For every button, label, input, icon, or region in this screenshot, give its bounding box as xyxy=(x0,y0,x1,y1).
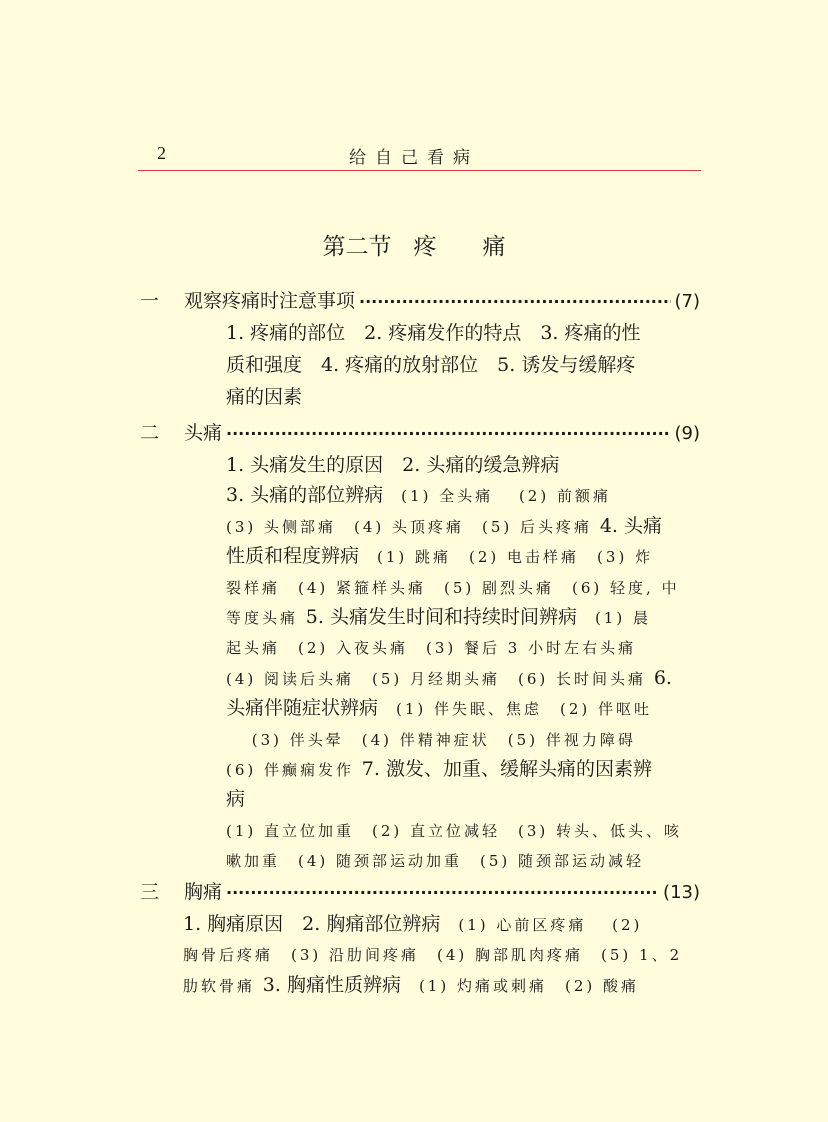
toc-entry-1[interactable] xyxy=(140,286,700,313)
toc-subitems-line xyxy=(226,602,651,633)
toc-number: 一 xyxy=(140,290,160,312)
toc-subitem-text: (4) 阅读后头痛 (5) 月经期头痛 (6) 长时间头痛 xyxy=(226,669,654,688)
toc-subitem-text: 头痛伴随症状辨病 xyxy=(226,697,379,720)
toc-subitem-text: 病 xyxy=(226,788,246,811)
toc-subitem-text: 嗽加重 (4) 随颈部运动加重 (5) 随颈部运动减轻 xyxy=(226,852,645,871)
toc-page: (9) xyxy=(674,423,700,444)
toc-subitems-line: 质和强度 4. 疼痛的放射部位 5. 诱发与缓解疼 xyxy=(226,354,636,376)
toc-subitems-line xyxy=(226,693,652,724)
toc-subitems-line xyxy=(183,970,639,1001)
toc-subitem-text: (1) 直立位加重 (2) 直立位减轻 (3) 转头、低头、咳 xyxy=(226,821,683,840)
header-rule xyxy=(138,170,701,171)
toc-subitem-text: (1) 晨 xyxy=(576,609,651,627)
toc-subitem-text: 3. 头痛的部位辨病 xyxy=(226,484,384,507)
toc-number: 三 xyxy=(140,881,160,903)
toc-subitem-text: 3. 胸痛性质辨病 xyxy=(262,973,401,996)
toc-subitem-text: 7. 激发、加重、缓解头痛的因素辨 xyxy=(361,758,652,780)
toc-subitem-text: 等度头痛 xyxy=(226,609,306,627)
toc-subitems-line xyxy=(183,909,642,940)
toc-subitems-line: 痛的因素 xyxy=(226,386,303,408)
toc-subitems-line xyxy=(226,541,653,572)
toc-title: 胸痛 xyxy=(184,881,223,903)
toc-subitems-line xyxy=(226,663,672,694)
toc-title: 头痛 xyxy=(184,422,223,444)
toc-subitem-text: 裂样痛 (4) 紧箍样头痛 (5) 剧烈头痛 (6) 轻度, 中 xyxy=(226,578,680,597)
toc-subitem-text: (1) 灼痛或刺痛 (2) 酸痛 xyxy=(400,976,639,995)
toc-number: 二 xyxy=(140,422,160,444)
section-title-part: 疼 xyxy=(413,234,437,260)
toc-subitem-text: 胸骨后疼痛 (3) 沿肋间疼痛 (4) 胸部肌肉疼痛 (5) 1、2 xyxy=(183,946,683,965)
toc-subitems-line xyxy=(226,450,559,480)
leader-dots xyxy=(226,424,670,443)
toc-subitem-text: 6. xyxy=(653,666,672,689)
toc-subitems-line xyxy=(226,572,680,603)
toc-subitem-text: 起头痛 (2) 入夜头痛 (3) 餐后 3 小时左右头痛 xyxy=(226,639,637,658)
toc-subitem-text: 肋软骨痛 xyxy=(183,976,263,995)
toc-subitem-text: 1. 胸痛原因 2. 胸痛部位辨病 xyxy=(183,913,441,935)
toc-page: (7) xyxy=(674,291,700,312)
toc-subitems-line xyxy=(226,815,682,846)
running-head: 给自己看病 xyxy=(349,148,479,168)
toc-subitem-text: (1) 伴失眠、焦虑 (2) 伴呕吐 xyxy=(378,700,653,719)
toc-subitem-text: (1) 跳痛 (2) 电击样痛 (3) 炸 xyxy=(359,548,654,567)
toc-entry-3[interactable] xyxy=(140,877,700,904)
toc-subitems-line xyxy=(226,724,636,755)
toc-subitem-text: 4. 头痛 xyxy=(599,514,662,537)
toc-page: (13) xyxy=(663,882,700,903)
toc-subitem-text: (6) 伴癫痫发作 xyxy=(226,761,362,779)
toc-subitems-line xyxy=(226,511,662,542)
toc-subitem-text: (1) 心前区疼痛 (2) xyxy=(440,916,643,934)
section-title xyxy=(0,228,828,261)
leader-dots xyxy=(359,292,670,311)
toc-subitem-text: (1) 全头痛 (2) 前额痛 xyxy=(383,487,611,506)
toc-subitem-text: 性质和程度辨病 xyxy=(226,545,360,568)
toc-entry-2[interactable] xyxy=(140,418,700,445)
toc-subitem-text: (3) 头侧部痛 (4) 头顶疼痛 (5) 后头疼痛 xyxy=(226,517,600,536)
leader-dots xyxy=(226,883,659,902)
toc-subitem-text: (3) 伴头晕 (4) 伴精神症状 (5) 伴视力障碍 xyxy=(226,730,636,749)
section-title-part: 痛 xyxy=(482,234,506,260)
toc-subitem-text: 5. 头痛发生时间和持续时间辨病 xyxy=(305,606,577,628)
toc-subitem-text: 1. 头痛发生的原因 2. 头痛的缓急辨病 xyxy=(226,454,560,476)
toc-subitems-line xyxy=(226,845,644,876)
toc-subitems-line xyxy=(226,480,611,511)
toc-subitems-line xyxy=(183,939,682,970)
toc-subitems-line: 1. 疼痛的部位 2. 疼痛发作的特点 3. 疼痛的性 xyxy=(226,322,641,344)
page-number: 2 xyxy=(157,143,166,163)
toc-subitems-line xyxy=(226,784,245,814)
toc-subitems-line xyxy=(226,632,636,663)
toc-title: 观察疼痛时注意事项 xyxy=(184,290,356,312)
toc-subitems-line xyxy=(226,754,652,785)
section-title-part: 第二节 xyxy=(322,234,392,260)
